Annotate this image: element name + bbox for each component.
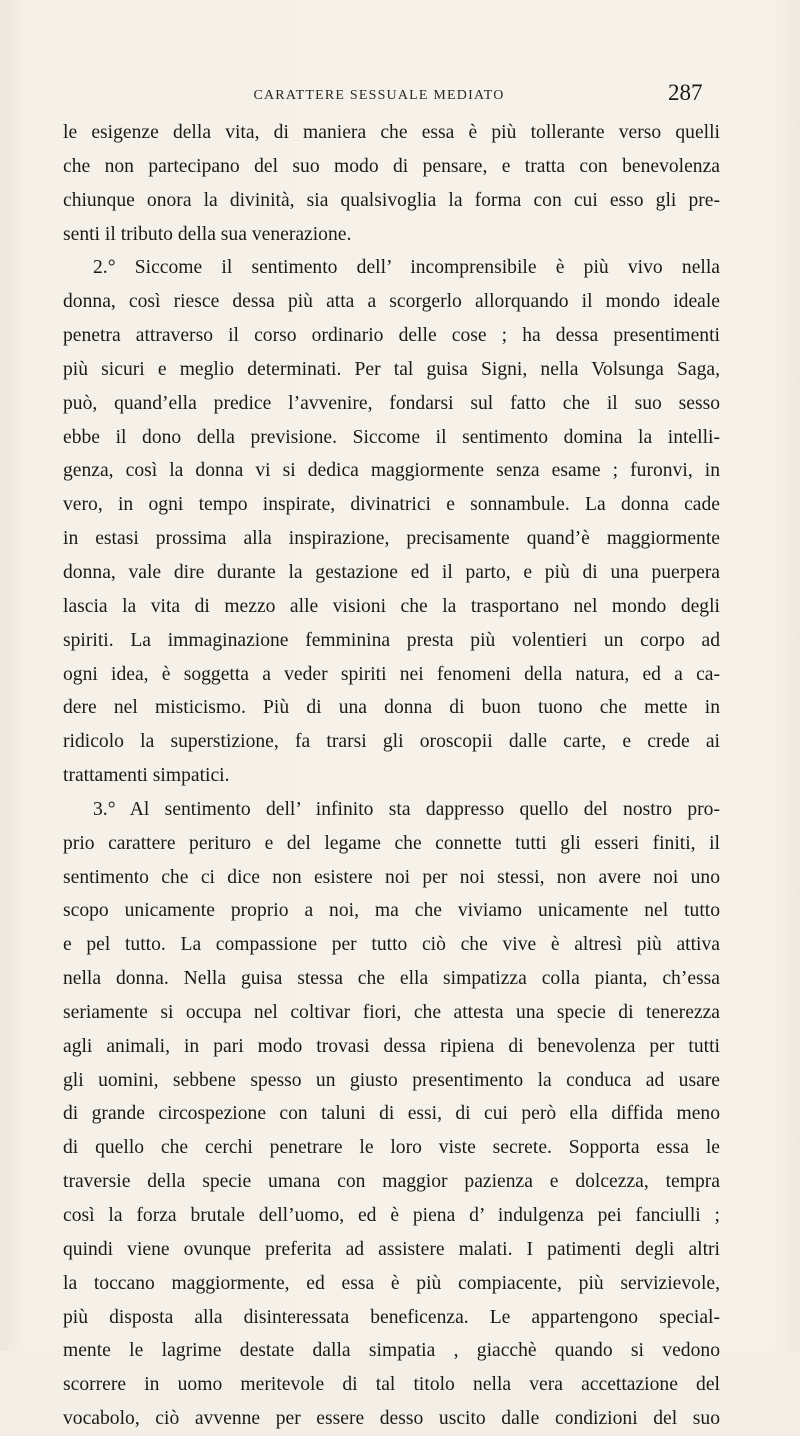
text-line: in estasi prossima alla inspirazione, precisamente quand’è maggiormente — [63, 528, 720, 550]
text-line: ridicolo la superstizione, fa trarsi gli oroscopii dalle carte, e crede ai — [63, 731, 720, 753]
text-line: di quello che cerchi penetrare le loro viste secrete. Sopporta essa le — [63, 1137, 720, 1159]
text-line: ebbe il dono della previsione. Siccome il sentimento domina la intelli- — [63, 426, 720, 448]
text-line: che non partecipano del suo modo di pensare, e tratta con benevolenza — [63, 155, 720, 177]
text-line: più sicuri e meglio determinati. Per tal guisa Signi, nella Volsunga Saga, — [63, 358, 720, 380]
text-line: lascia la vita di mezzo alle visioni che la trasportano nel mondo degli — [63, 595, 720, 617]
text-line: dere nel misticismo. Più di una donna di buon tuono che mette in — [63, 697, 720, 719]
text-line: senti il tributo della sua venerazione. — [63, 223, 352, 245]
text-line: 3.° Al sentimento dell’ infinito sta dappresso quello del nostro pro- — [93, 798, 720, 820]
text-line: spiriti. La immaginazione femminina presta più volentieri un corpo ad — [63, 629, 720, 651]
text-line: seriamente si occupa nel coltivar fiori, che attesta una specie di tenerezza — [63, 1001, 720, 1023]
text-line: prio carattere perituro e del legame che connette tutti gli esseri finiti, il — [63, 832, 720, 854]
page-header — [0, 78, 800, 118]
text-line: chiunque onora la divinità, sia qualsivoglia la forma con cui esso gli pre- — [63, 189, 720, 211]
text-line: agli animali, in pari modo trovasi dessa ripiena di benevolenza per tutti — [63, 1035, 720, 1057]
text-line: e pel tutto. La compassione per tutto ciò che vive è altresì più attiva — [63, 934, 720, 956]
text-line: quindi viene ovunque preferita ad assistere malati. I patimenti degli altri — [63, 1238, 720, 1260]
page-number: 287 — [668, 80, 703, 105]
text-line: può, quand’ella predice l’avvenire, fondarsi sul fatto che il suo sesso — [63, 392, 720, 414]
text-line: penetra attraverso il corso ordinario delle cose ; ha dessa presentimenti — [63, 325, 720, 347]
text-line: nella donna. Nella guisa stessa che ella simpatizza colla pianta, ch’essa — [63, 968, 720, 990]
text-line: 2.° Siccome il sentimento dell’ incomprensibile è più vivo nella — [93, 257, 720, 279]
text-line: trattamenti simpatici. — [63, 765, 230, 787]
running-head: CARATTERE SESSUALE MEDIATO — [253, 88, 505, 103]
text-line: sentimento che ci dice non esistere noi per noi stessi, non avere noi uno — [63, 866, 720, 888]
text-line: mente le lagrime destate dalla simpatia , giacchè quando si vedono — [63, 1340, 720, 1362]
text-line: di grande circospezione con taluni di essi, di cui però ella diffida meno — [63, 1103, 720, 1125]
text-line: così la forza brutale dell’uomo, ed è piena d’ indulgenza pei fanciulli ; — [63, 1205, 720, 1226]
text-line: la toccano maggiormente, ed essa è più compiacente, più servizievole, — [63, 1272, 720, 1294]
text-line: le esigenze della vita, di maniera che essa è più tollerante verso quelli — [63, 122, 720, 143]
text-line: vocabolo, ciò avvenne per essere desso uscito dalle condizioni del suo — [63, 1408, 720, 1430]
text-line: vero, in ogni tempo inspirate, divinatrici e sonnambule. La donna cade — [63, 494, 720, 516]
text-line: ogni idea, è soggetta a veder spiriti nei fenomeni della natura, ed a ca- — [63, 663, 720, 685]
body-text — [63, 116, 720, 1436]
text-line: traversie della specie umana con maggior pazienza e dolcezza, tempra — [63, 1171, 720, 1193]
text-line: donna, vale dire durante la gestazione ed il parto, e più di una puerpera — [63, 561, 720, 583]
text-line: gli uomini, sebbene spesso un giusto presentimento la conduca ad usare — [63, 1069, 720, 1091]
text-line: scopo unicamente proprio a noi, ma che viviamo unicamente nel tutto — [63, 900, 720, 922]
text-line: genza, così la donna vi si dedica maggiormente senza esame ; furonvi, in — [63, 460, 720, 482]
text-line: scorrere in uomo meritevole di tal titolo nella vera accettazione del — [63, 1374, 720, 1396]
text-line: più disposta alla disinteressata beneficenza. Le appartengono special- — [63, 1306, 720, 1328]
text-line: donna, così riesce dessa più atta a scorgerlo allorquando il mondo ideale — [63, 291, 720, 313]
